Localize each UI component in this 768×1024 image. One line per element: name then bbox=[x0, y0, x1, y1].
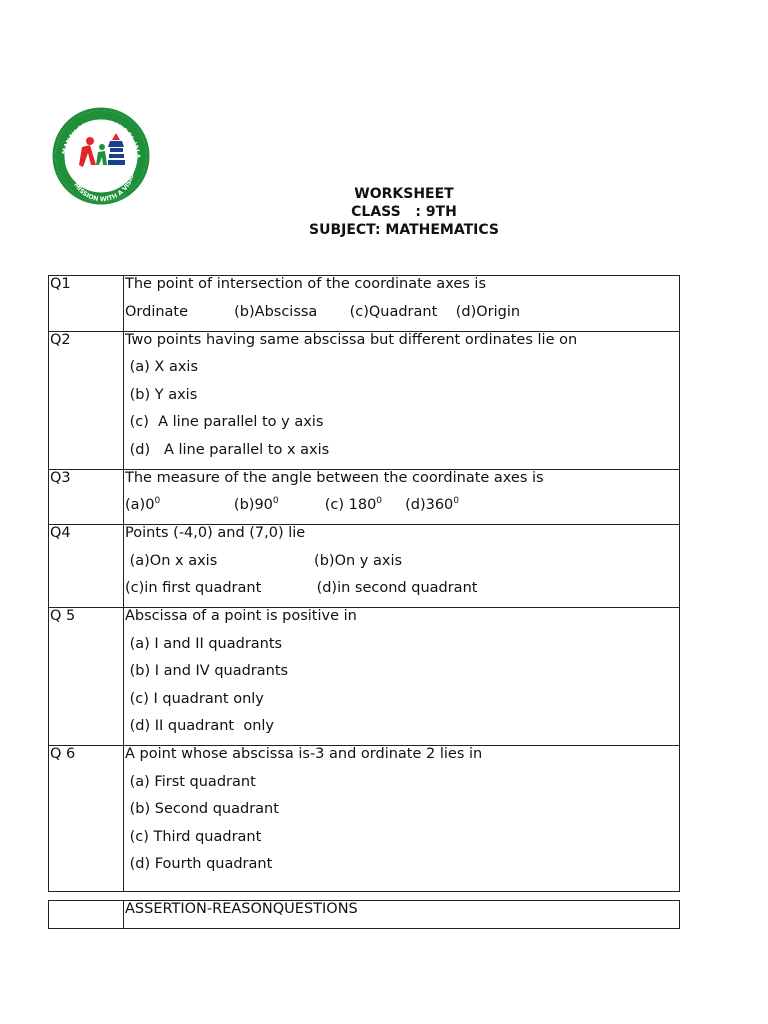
assertion-reason-table bbox=[48, 900, 680, 929]
question-number: Q 6 bbox=[49, 746, 124, 892]
question-text: Two points having same abscissa but different ordinates lie on bbox=[125, 331, 578, 348]
option-c: (c) A line parallel to y axis bbox=[125, 414, 324, 430]
question-row-2 bbox=[49, 331, 680, 469]
question-text: A point whose abscissa is-3 and ordinate 2 lies in bbox=[125, 746, 483, 762]
question-options bbox=[125, 497, 679, 524]
question-row-1 bbox=[49, 276, 680, 332]
option-a: (a) I and II quadrants bbox=[125, 635, 283, 652]
option-c: (c) I quadrant only bbox=[125, 690, 264, 707]
question-options: Ordinate (b)Abscissa (c)Quadrant (d)Origin bbox=[125, 303, 521, 320]
option-a: $(a)0^0$ bbox=[125, 496, 161, 513]
question-number: Q 5 bbox=[49, 608, 124, 746]
question-text: Points (-4,0) and (7,0) lie bbox=[125, 525, 306, 541]
option-d: (d) Fourth quadrant bbox=[125, 856, 273, 872]
question-text: Abscissa of a point is positive in bbox=[125, 608, 357, 624]
option-c: (c) $180^0$ bbox=[324, 496, 383, 513]
option-b: (b) Y axis bbox=[125, 386, 198, 403]
logo-text-top: MANAV SEHYOG SCHOOL JALA bbox=[61, 118, 142, 159]
option-d: $(d)360^0$ bbox=[405, 496, 460, 513]
option-c: (c) Third quadrant bbox=[125, 828, 262, 845]
class-line: CLASS : 9TH bbox=[351, 204, 457, 220]
question-number: Q2 bbox=[49, 331, 124, 469]
option-d: (d) A line parallel to x axis bbox=[125, 441, 330, 458]
empty-number-cell bbox=[49, 901, 124, 929]
questions-table bbox=[48, 275, 680, 892]
question-row-6 bbox=[49, 746, 680, 892]
question-row-5 bbox=[49, 608, 680, 746]
question-text: The measure of the angle between the coordinate axes is bbox=[125, 469, 544, 486]
assertion-reason-heading: ASSERTION-REASONQUESTIONS bbox=[124, 901, 680, 929]
question-number: Q3 bbox=[49, 469, 124, 525]
options-ab: (a)On x axis (b)On y axis bbox=[125, 552, 403, 569]
subject-line: SUBJECT: MATHEMATICS bbox=[309, 222, 499, 238]
option-a: (a) First quadrant bbox=[125, 773, 256, 790]
question-number: Q1 bbox=[49, 276, 124, 332]
school-logo bbox=[50, 107, 152, 205]
option-b: (b) Second quadrant bbox=[125, 801, 279, 817]
option-b: (b) I and IV quadrants bbox=[125, 663, 289, 679]
question-row-3 bbox=[49, 469, 680, 525]
option-b: $(b)90^0$ bbox=[233, 496, 279, 513]
question-row-4 bbox=[49, 525, 680, 608]
logo-text-bottom: MISSION WITH A VISION bbox=[72, 168, 137, 204]
option-d: (d) II quadrant only bbox=[125, 718, 274, 734]
worksheet-title: WORKSHEET bbox=[354, 186, 454, 202]
options-cd: (c)in first quadrant (d)in second quadrant bbox=[125, 580, 478, 596]
question-text: The point of intersection of the coordinate axes is bbox=[125, 276, 486, 292]
option-a: (a) X axis bbox=[125, 359, 199, 375]
worksheet-header bbox=[250, 185, 558, 239]
question-number: Q4 bbox=[49, 525, 124, 608]
